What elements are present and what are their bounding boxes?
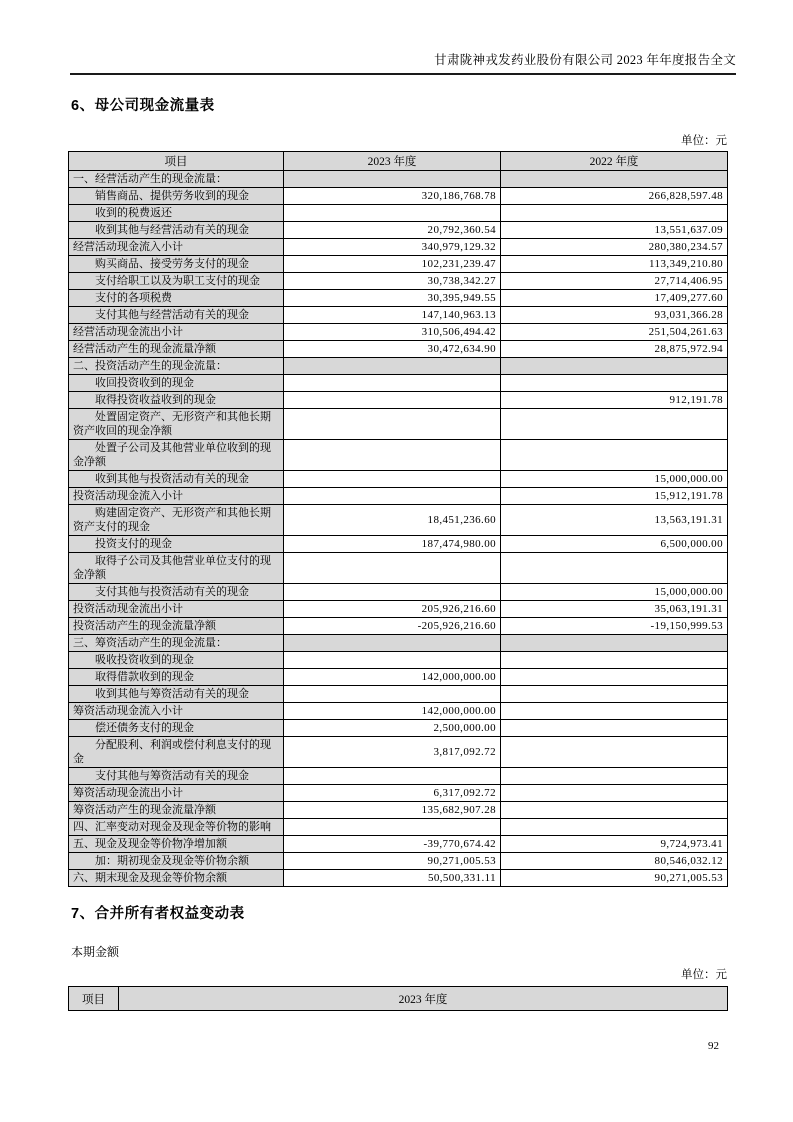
table-row (69, 853, 728, 870)
header-row (69, 152, 728, 171)
equity-column-header-0: 项目 (69, 987, 119, 1011)
table-row (69, 836, 728, 853)
value-2022-cell: 6,500,000.00 (501, 536, 728, 553)
value-2023-cell: 18,451,236.60 (284, 505, 501, 536)
value-2022-cell: 280,380,234.57 (501, 239, 728, 256)
table-row (69, 536, 728, 553)
value-2022-cell: 27,714,406.95 (501, 273, 728, 290)
column-header-2: 2022 年度 (501, 152, 728, 171)
row-label-cell: 一、经营活动产生的现金流量： (69, 171, 284, 188)
table-row (69, 553, 728, 584)
row-label-cell: 投资活动产生的现金流量净额 (69, 618, 284, 635)
value-2022-cell (501, 171, 728, 188)
cash-flow-table-header (69, 152, 728, 171)
table-row (69, 392, 728, 409)
value-2023-cell: 20,792,360.54 (284, 222, 501, 239)
value-2023-cell (284, 652, 501, 669)
value-2022-cell (501, 635, 728, 652)
value-2023-cell (284, 819, 501, 836)
value-2023-cell: 187,474,980.00 (284, 536, 501, 553)
row-label-cell: 购买商品、接受劳务支付的现金 (69, 256, 284, 273)
value-2023-cell: -39,770,674.42 (284, 836, 501, 853)
value-2023-cell (284, 768, 501, 785)
table-row (69, 205, 728, 222)
value-2022-cell: 17,409,277.60 (501, 290, 728, 307)
value-2022-cell (501, 802, 728, 819)
value-2022-cell (501, 686, 728, 703)
table-row (69, 785, 728, 802)
row-label-cell: 投资活动现金流入小计 (69, 488, 284, 505)
table-row (69, 720, 728, 737)
table-row (69, 188, 728, 205)
value-2023-cell: 30,395,949.55 (284, 290, 501, 307)
value-2022-cell (501, 669, 728, 686)
value-2023-cell: -205,926,216.60 (284, 618, 501, 635)
value-2022-cell: 113,349,210.80 (501, 256, 728, 273)
value-2023-cell (284, 392, 501, 409)
table-row (69, 703, 728, 720)
value-2023-cell: 147,140,963.13 (284, 307, 501, 324)
value-2022-cell: 15,000,000.00 (501, 584, 728, 601)
value-2022-cell: 80,546,032.12 (501, 853, 728, 870)
value-2022-cell (501, 785, 728, 802)
value-2023-cell: 340,979,129.32 (284, 239, 501, 256)
section-heading-equity: 7、合并所有者权益变动表 (71, 906, 245, 922)
value-2022-cell: 15,000,000.00 (501, 471, 728, 488)
value-2022-cell: 9,724,973.41 (501, 836, 728, 853)
table-row (69, 669, 728, 686)
equity-table-header (69, 987, 728, 1011)
row-label-cell: 取得子公司及其他营业单位支付的现金净额 (69, 553, 284, 584)
table-row (69, 505, 728, 536)
row-label-cell: 收到的税费返还 (69, 205, 284, 222)
value-2022-cell: 13,551,637.09 (501, 222, 728, 239)
table-row (69, 290, 728, 307)
value-2022-cell: 251,504,261.63 (501, 324, 728, 341)
value-2022-cell: 28,875,972.94 (501, 341, 728, 358)
value-2023-cell (284, 686, 501, 703)
row-label-cell: 经营活动现金流入小计 (69, 239, 284, 256)
row-label-cell: 筹资活动现金流入小计 (69, 703, 284, 720)
table-row (69, 171, 728, 188)
value-2022-cell: -19,150,999.53 (501, 618, 728, 635)
report-header-title: 甘肃陇神戎发药业股份有限公司 2023 年年度报告全文 (70, 50, 736, 75)
row-label-cell: 五、现金及现金等价物净增加额 (69, 836, 284, 853)
row-label-cell: 经营活动产生的现金流量净额 (69, 341, 284, 358)
value-2023-cell: 135,682,907.28 (284, 802, 501, 819)
table-row (69, 768, 728, 785)
row-label-cell: 二、投资活动产生的现金流量： (69, 358, 284, 375)
equity-change-table (68, 986, 728, 1011)
unit-label-equity: 单位：元 (681, 969, 727, 981)
row-label-cell: 取得借款收到的现金 (69, 669, 284, 686)
row-label-cell: 六、期末现金及现金等价物余额 (69, 870, 284, 887)
table-row (69, 488, 728, 505)
value-2023-cell (284, 358, 501, 375)
value-2022-cell: 93,031,366.28 (501, 307, 728, 324)
unit-label-cash-flow: 单位：元 (681, 135, 727, 147)
table-row (69, 375, 728, 392)
row-label-cell: 收回投资收到的现金 (69, 375, 284, 392)
row-label-cell: 处置固定资产、无形资产和其他长期资产收回的现金净额 (69, 409, 284, 440)
value-2023-cell (284, 553, 501, 584)
value-2022-cell (501, 409, 728, 440)
parent-company-cash-flow-table (68, 151, 728, 887)
value-2023-cell (284, 440, 501, 471)
value-2022-cell (501, 703, 728, 720)
table-row (69, 802, 728, 819)
current-period-label: 本期金额 (71, 945, 120, 959)
value-2022-cell: 912,191.78 (501, 392, 728, 409)
cash-flow-table-body (69, 171, 728, 887)
value-2022-cell (501, 440, 728, 471)
table-row (69, 471, 728, 488)
value-2022-cell: 266,828,597.48 (501, 188, 728, 205)
row-label-cell: 收到其他与投资活动有关的现金 (69, 471, 284, 488)
value-2023-cell: 50,500,331.11 (284, 870, 501, 887)
table-row (69, 256, 728, 273)
row-label-cell: 加：期初现金及现金等价物余额 (69, 853, 284, 870)
table-row (69, 358, 728, 375)
value-2022-cell (501, 553, 728, 584)
table-row (69, 222, 728, 239)
value-2023-cell: 30,472,634.90 (284, 341, 501, 358)
row-label-cell: 筹资活动产生的现金流量净额 (69, 802, 284, 819)
value-2023-cell: 102,231,239.47 (284, 256, 501, 273)
value-2022-cell: 13,563,191.31 (501, 505, 728, 536)
row-label-cell: 吸收投资收到的现金 (69, 652, 284, 669)
value-2023-cell: 142,000,000.00 (284, 669, 501, 686)
table-row (69, 307, 728, 324)
table-row (69, 324, 728, 341)
value-2023-cell (284, 205, 501, 222)
row-label-cell: 支付给职工以及为职工支付的现金 (69, 273, 284, 290)
value-2023-cell: 320,186,768.78 (284, 188, 501, 205)
column-header-0: 项目 (69, 152, 284, 171)
value-2022-cell: 90,271,005.53 (501, 870, 728, 887)
value-2023-cell: 310,506,494.42 (284, 324, 501, 341)
row-label-cell: 偿还债务支付的现金 (69, 720, 284, 737)
row-label-cell: 经营活动现金流出小计 (69, 324, 284, 341)
row-label-cell: 投资活动现金流出小计 (69, 601, 284, 618)
equity-column-header-1: 2023 年度 (119, 987, 728, 1011)
value-2023-cell (284, 584, 501, 601)
page-number: 92 (708, 1040, 719, 1052)
value-2023-cell (284, 471, 501, 488)
row-label-cell: 三、筹资活动产生的现金流量： (69, 635, 284, 652)
row-label-cell: 支付其他与经营活动有关的现金 (69, 307, 284, 324)
value-2023-cell: 30,738,342.27 (284, 273, 501, 290)
table-row (69, 819, 728, 836)
table-row (69, 618, 728, 635)
table-row (69, 409, 728, 440)
value-2022-cell (501, 652, 728, 669)
table-row (69, 652, 728, 669)
table-row (69, 273, 728, 290)
value-2023-cell: 142,000,000.00 (284, 703, 501, 720)
value-2023-cell (284, 409, 501, 440)
value-2023-cell (284, 488, 501, 505)
row-label-cell: 支付的各项税费 (69, 290, 284, 307)
value-2023-cell: 6,317,092.72 (284, 785, 501, 802)
equity-header-row (69, 987, 728, 1011)
value-2023-cell (284, 171, 501, 188)
table-row (69, 239, 728, 256)
value-2022-cell (501, 358, 728, 375)
table-row (69, 584, 728, 601)
value-2022-cell: 15,912,191.78 (501, 488, 728, 505)
row-label-cell: 收到其他与筹资活动有关的现金 (69, 686, 284, 703)
table-row (69, 737, 728, 768)
row-label-cell: 分配股利、利润或偿付利息支付的现金 (69, 737, 284, 768)
value-2023-cell (284, 635, 501, 652)
table-row (69, 635, 728, 652)
value-2022-cell (501, 720, 728, 737)
table-row (69, 686, 728, 703)
table-row (69, 870, 728, 887)
row-label-cell: 投资支付的现金 (69, 536, 284, 553)
table-row (69, 341, 728, 358)
value-2023-cell: 2,500,000.00 (284, 720, 501, 737)
row-label-cell: 收到其他与经营活动有关的现金 (69, 222, 284, 239)
value-2022-cell (501, 819, 728, 836)
table-row (69, 440, 728, 471)
column-header-1: 2023 年度 (284, 152, 501, 171)
row-label-cell: 购建固定资产、无形资产和其他长期资产支付的现金 (69, 505, 284, 536)
value-2022-cell: 35,063,191.31 (501, 601, 728, 618)
value-2023-cell: 205,926,216.60 (284, 601, 501, 618)
value-2022-cell (501, 205, 728, 222)
section-heading-cash-flow: 6、母公司现金流量表 (71, 98, 215, 114)
value-2023-cell: 3,817,092.72 (284, 737, 501, 768)
value-2023-cell (284, 375, 501, 392)
row-label-cell: 销售商品、提供劳务收到的现金 (69, 188, 284, 205)
table-row (69, 601, 728, 618)
value-2023-cell: 90,271,005.53 (284, 853, 501, 870)
row-label-cell: 处置子公司及其他营业单位收到的现金净额 (69, 440, 284, 471)
value-2022-cell (501, 768, 728, 785)
row-label-cell: 支付其他与投资活动有关的现金 (69, 584, 284, 601)
row-label-cell: 支付其他与筹资活动有关的现金 (69, 768, 284, 785)
value-2022-cell (501, 737, 728, 768)
row-label-cell: 取得投资收益收到的现金 (69, 392, 284, 409)
row-label-cell: 筹资活动现金流出小计 (69, 785, 284, 802)
row-label-cell: 四、汇率变动对现金及现金等价物的影响 (69, 819, 284, 836)
value-2022-cell (501, 375, 728, 392)
